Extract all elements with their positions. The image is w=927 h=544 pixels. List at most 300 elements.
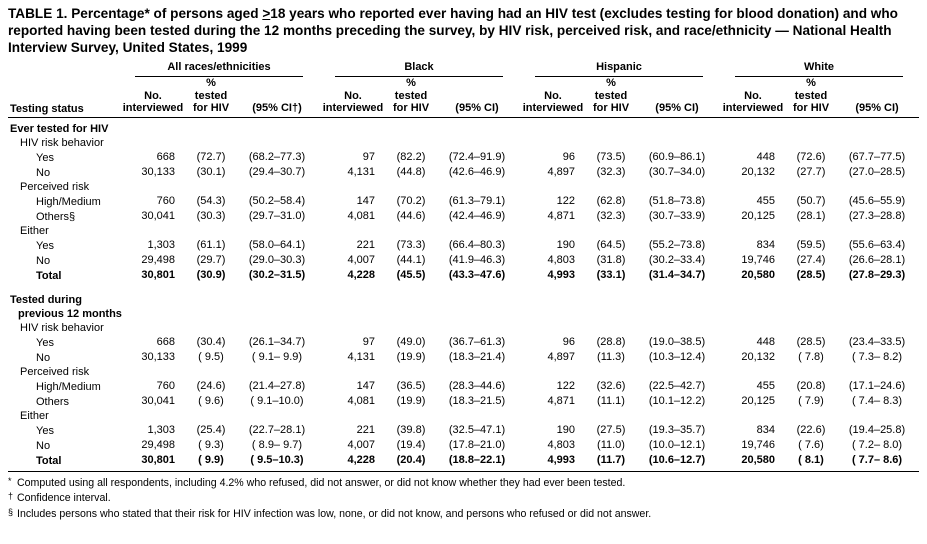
cell-pct-tested: (11.1) xyxy=(597,394,625,407)
row-label: No xyxy=(36,439,51,452)
cell-pct-tested: (70.2) xyxy=(396,194,426,207)
cell-no-interviewed xyxy=(319,117,387,136)
cell-no-interviewed: 30,801 xyxy=(141,268,175,281)
cell-no-interviewed xyxy=(319,293,387,321)
cell-pct-tested xyxy=(387,180,435,194)
cell-no-interviewed: 448 xyxy=(756,150,775,163)
footnote-text: Confidence interval. xyxy=(17,492,111,504)
cell-pct-tested: (19.9) xyxy=(396,350,426,363)
row-label: No xyxy=(36,351,51,364)
cell-pct-tested xyxy=(587,136,635,150)
col-header-ci: (95% CI) xyxy=(435,77,519,117)
cell-no-interviewed xyxy=(319,224,387,238)
table-row xyxy=(8,293,919,321)
cell-no-interviewed xyxy=(519,365,587,379)
footnote-marker: † xyxy=(8,491,14,501)
cell-ci: (10.6–12.7) xyxy=(635,453,719,472)
cell-no-interviewed: 20,132 xyxy=(741,350,775,363)
cell-pct-tested: (33.1) xyxy=(596,268,626,281)
cell-pct-tested xyxy=(187,321,235,335)
cell-ci: ( 7.2– 8.0) xyxy=(851,438,903,451)
cell-pct-tested: (32.3) xyxy=(596,209,626,222)
cell-ci: (28.3–44.6) xyxy=(448,379,506,392)
cell-ci: (30.2–33.4) xyxy=(648,253,706,266)
footnote xyxy=(8,506,919,522)
cell-ci xyxy=(835,409,919,423)
footnote-text: Includes persons who stated that their risk for HIV infection was low, none, or did not know, and persons who refused or did not answer. xyxy=(17,507,652,520)
cell-no-interviewed xyxy=(319,365,387,379)
group-white: White xyxy=(719,61,919,77)
cell-pct-tested: (44.6) xyxy=(396,209,426,222)
cell-no-interviewed: 4,871 xyxy=(547,394,575,407)
cell-ci xyxy=(635,293,719,321)
cell-ci: (10.1–12.2) xyxy=(648,394,706,407)
cell-ci: (26.1–34.7) xyxy=(248,335,306,348)
cell-pct-tested xyxy=(587,409,635,423)
cell-ci xyxy=(435,365,519,379)
cell-ci: (50.2–58.4) xyxy=(248,194,306,207)
cell-no-interviewed xyxy=(719,293,787,321)
cell-ci: (19.4–25.8) xyxy=(848,423,906,436)
cell-no-interviewed: 20,580 xyxy=(719,453,787,472)
cell-ci xyxy=(235,117,319,136)
cell-pct-tested: (36.5) xyxy=(396,379,426,392)
cell-pct-tested: (19.9) xyxy=(396,394,426,407)
table-row xyxy=(8,394,919,409)
cell-no-interviewed: 455 xyxy=(756,379,775,392)
section-spacer xyxy=(8,283,919,293)
cell-pct-tested: (11.3) xyxy=(597,350,625,363)
cell-ci: ( 7.3– 8.2) xyxy=(851,350,903,363)
cell-pct-tested xyxy=(387,136,435,150)
cell-pct-tested xyxy=(787,321,835,335)
cell-pct-tested: ( 7.6) xyxy=(798,438,824,451)
cell-ci: (61.3–79.1) xyxy=(448,194,506,207)
cell-no-interviewed: 147 xyxy=(356,379,375,392)
footnotes xyxy=(8,475,919,522)
greater-equal-symbol: > xyxy=(262,6,271,21)
cell-no-interviewed: 221 xyxy=(356,238,375,251)
cell-ci xyxy=(835,136,919,150)
cell-pct-tested: (73.3) xyxy=(396,238,426,251)
row-label: Yes xyxy=(36,336,54,349)
cell-pct-tested xyxy=(587,117,635,136)
cell-pct-tested xyxy=(587,224,635,238)
cell-no-interviewed: 4,871 xyxy=(547,209,575,222)
cell-pct-tested: (30.4) xyxy=(196,335,226,348)
cell-no-interviewed: 4,081 xyxy=(347,209,375,222)
cell-no-interviewed: 4,228 xyxy=(347,268,375,281)
cell-ci xyxy=(235,180,319,194)
cell-pct-tested: (30.9) xyxy=(196,268,226,281)
cell-pct-tested xyxy=(587,293,635,321)
cell-ci: (42.6–46.9) xyxy=(448,165,506,178)
cell-pct-tested: (39.8) xyxy=(396,423,426,436)
col-header-no-interviewed: No. interviewed xyxy=(719,77,787,117)
cell-no-interviewed: 668 xyxy=(156,335,175,348)
cell-pct-tested: (27.5) xyxy=(596,423,626,436)
cell-pct-tested: ( 7.8) xyxy=(798,350,824,363)
cell-no-interviewed xyxy=(319,180,387,194)
cell-ci xyxy=(835,321,919,335)
cell-no-interviewed: 29,498 xyxy=(141,253,175,266)
data-table xyxy=(8,61,919,472)
cell-ci: (18.8–22.1) xyxy=(435,453,519,472)
cell-pct-tested: (72.7) xyxy=(196,150,226,163)
cell-pct-tested xyxy=(187,180,235,194)
cell-no-interviewed: 20,125 xyxy=(741,209,775,222)
cell-no-interviewed: 147 xyxy=(356,194,375,207)
cell-no-interviewed xyxy=(119,365,187,379)
cell-no-interviewed: 30,041 xyxy=(141,209,175,222)
table-row xyxy=(8,365,919,379)
cell-no-interviewed: 4,803 xyxy=(547,253,575,266)
cell-no-interviewed: 30,041 xyxy=(141,394,175,407)
row-label: Yes xyxy=(36,424,54,437)
cell-pct-tested xyxy=(787,224,835,238)
cell-ci: (23.4–33.5) xyxy=(848,335,906,348)
row-label: Yes xyxy=(36,239,54,252)
group-header-spacer xyxy=(8,61,119,77)
cell-no-interviewed: 4,228 xyxy=(319,453,387,472)
cell-pct-tested: (11.0) xyxy=(597,438,625,451)
cell-no-interviewed xyxy=(119,409,187,423)
cell-no-interviewed: 221 xyxy=(356,423,375,436)
cell-pct-tested xyxy=(187,136,235,150)
cell-no-interviewed xyxy=(719,117,787,136)
cell-no-interviewed: 760 xyxy=(156,194,175,207)
cell-ci: ( 7.4– 8.3) xyxy=(851,394,903,407)
cell-ci: (30.7–33.9) xyxy=(648,209,706,222)
cell-pct-tested: (50.7) xyxy=(796,194,826,207)
cell-pct-tested: (30.1) xyxy=(196,165,226,178)
cell-no-interviewed xyxy=(119,117,187,136)
cell-ci xyxy=(435,224,519,238)
row-label: Total xyxy=(36,269,62,282)
cell-pct-tested: (24.6) xyxy=(196,379,226,392)
row-label: Ever tested for HIV xyxy=(10,122,109,135)
cell-no-interviewed: 4,993 xyxy=(519,453,587,472)
cell-no-interviewed: 30,801 xyxy=(119,453,187,472)
cell-pct-tested: ( 8.1) xyxy=(787,453,835,472)
cell-ci: (29.4–30.7) xyxy=(248,165,306,178)
cell-no-interviewed xyxy=(319,409,387,423)
cell-ci: (29.0–30.3) xyxy=(248,253,306,266)
col-header-ci: (95% CI†) xyxy=(235,77,319,117)
col-header-no-interviewed: No. interviewed xyxy=(119,77,187,117)
cell-no-interviewed: 20,125 xyxy=(741,394,775,407)
cell-pct-tested: (29.7) xyxy=(196,253,226,266)
group-hispanic: Hispanic xyxy=(519,61,719,77)
table-row xyxy=(8,224,919,238)
cell-ci: (42.4–46.9) xyxy=(448,209,506,222)
cell-ci: ( 8.9– 9.7) xyxy=(251,438,303,451)
cell-ci: (27.0–28.5) xyxy=(848,165,906,178)
cell-no-interviewed: 668 xyxy=(156,150,175,163)
cell-ci: (29.7–31.0) xyxy=(248,209,306,222)
table-row xyxy=(8,379,919,394)
cell-no-interviewed: 20,132 xyxy=(741,165,775,178)
cell-ci: ( 9.1–10.0) xyxy=(250,394,304,407)
cell-pct-tested: (73.5) xyxy=(596,150,626,163)
cell-no-interviewed: 96 xyxy=(562,150,575,163)
table-row xyxy=(8,350,919,365)
cell-ci: (18.3–21.4) xyxy=(448,350,506,363)
row-label: Others xyxy=(36,395,70,408)
cell-no-interviewed: 4,081 xyxy=(347,394,375,407)
cell-pct-tested: ( 9.3) xyxy=(198,438,224,451)
cell-ci: (36.7–61.3) xyxy=(448,335,506,348)
cell-pct-tested xyxy=(387,224,435,238)
cell-ci xyxy=(635,224,719,238)
cell-ci: (68.2–77.3) xyxy=(248,150,306,163)
cell-pct-tested: (64.5) xyxy=(596,238,626,251)
cell-no-interviewed: 20,580 xyxy=(741,268,775,281)
cell-no-interviewed xyxy=(319,136,387,150)
cell-ci xyxy=(435,409,519,423)
cell-no-interviewed: 4,993 xyxy=(547,268,575,281)
cell-pct-tested: (20.4) xyxy=(387,453,435,472)
cell-no-interviewed: 19,746 xyxy=(741,253,775,266)
cell-pct-tested: (32.6) xyxy=(596,379,626,392)
cell-pct-tested xyxy=(587,321,635,335)
cell-pct-tested xyxy=(187,224,235,238)
group-black: Black xyxy=(319,61,519,77)
cell-pct-tested xyxy=(787,117,835,136)
cell-no-interviewed: 834 xyxy=(756,423,775,436)
cell-ci: (51.8–73.8) xyxy=(648,194,706,207)
cell-ci xyxy=(835,117,919,136)
cell-pct-tested: ( 9.9) xyxy=(187,453,235,472)
cell-no-interviewed: 760 xyxy=(156,379,175,392)
table-row xyxy=(8,165,919,180)
cell-no-interviewed: 190 xyxy=(556,238,575,251)
col-header-ci: (95% CI) xyxy=(635,77,719,117)
row-label: No xyxy=(36,166,51,179)
cell-pct-tested: (82.2) xyxy=(396,150,426,163)
cell-no-interviewed: 1,303 xyxy=(147,423,175,436)
cell-no-interviewed: 4,131 xyxy=(347,350,375,363)
cell-ci: ( 7.7– 8.6) xyxy=(835,453,919,472)
table-row xyxy=(8,209,919,224)
cell-pct-tested: (54.3) xyxy=(196,194,226,207)
row-label: High/Medium xyxy=(36,380,101,393)
table-row xyxy=(8,117,919,136)
cell-no-interviewed xyxy=(519,224,587,238)
table-title xyxy=(8,5,919,56)
cell-pct-tested xyxy=(587,365,635,379)
cell-pct-tested xyxy=(187,365,235,379)
cell-pct-tested: (28.5) xyxy=(796,335,826,348)
cell-no-interviewed: 96 xyxy=(562,335,575,348)
cell-ci: (10.3–12.4) xyxy=(648,350,706,363)
table-row xyxy=(8,453,919,472)
cell-no-interviewed: 19,746 xyxy=(741,438,775,451)
cell-ci: (17.1–24.6) xyxy=(848,379,906,392)
footnote xyxy=(8,490,919,506)
cell-pct-tested: (28.5) xyxy=(796,268,826,281)
cell-no-interviewed: 190 xyxy=(556,423,575,436)
title-pre: TABLE 1. Percentage* of persons aged xyxy=(8,6,263,21)
table-row xyxy=(8,180,919,194)
cell-no-interviewed: 4,131 xyxy=(347,165,375,178)
cell-pct-tested: (28.8) xyxy=(596,335,626,348)
group-header-row xyxy=(8,61,919,77)
cell-no-interviewed xyxy=(319,321,387,335)
cell-ci: ( 9.1– 9.9) xyxy=(251,350,303,363)
cell-pct-tested: ( 9.6) xyxy=(198,394,224,407)
cell-ci: (66.4–80.3) xyxy=(448,238,506,251)
cell-no-interviewed: 1,303 xyxy=(147,238,175,251)
cell-pct-tested: (44.1) xyxy=(396,253,426,266)
row-label: No xyxy=(36,254,51,267)
cell-ci: (17.8–21.0) xyxy=(448,438,506,451)
cell-no-interviewed: 4,007 xyxy=(347,253,375,266)
cell-no-interviewed xyxy=(519,136,587,150)
row-label: Perceived risk xyxy=(20,365,90,378)
cell-pct-tested: (31.8) xyxy=(596,253,626,266)
cell-no-interviewed xyxy=(519,409,587,423)
cell-no-interviewed xyxy=(519,293,587,321)
cell-pct-tested: (49.0) xyxy=(396,335,426,348)
cell-no-interviewed: 30,133 xyxy=(141,165,175,178)
row-label: Yes xyxy=(36,151,54,164)
col-header-pct-tested: % tested for HIV xyxy=(587,77,635,117)
cell-ci: (22.5–42.7) xyxy=(648,379,706,392)
cell-ci xyxy=(235,224,319,238)
cell-pct-tested: (32.3) xyxy=(596,165,626,178)
cell-no-interviewed xyxy=(519,117,587,136)
cell-pct-tested xyxy=(387,293,435,321)
cell-pct-tested: (45.5) xyxy=(396,268,426,281)
cell-ci: (30.7–34.0) xyxy=(648,165,706,178)
cell-pct-tested xyxy=(787,365,835,379)
cell-pct-tested xyxy=(187,117,235,136)
cell-pct-tested xyxy=(387,321,435,335)
cell-pct-tested: (25.4) xyxy=(196,423,226,436)
col-header-pct-tested: % tested for HIV xyxy=(787,77,835,117)
row-label: Either xyxy=(20,224,49,237)
table-row xyxy=(8,194,919,209)
cell-no-interviewed: 29,498 xyxy=(141,438,175,451)
cell-pct-tested: (20.8) xyxy=(796,379,826,392)
cell-pct-tested: (22.6) xyxy=(796,423,826,436)
cell-pct-tested xyxy=(787,136,835,150)
cell-ci xyxy=(635,409,719,423)
cell-pct-tested xyxy=(587,180,635,194)
cell-pct-tested xyxy=(387,365,435,379)
cell-ci: (31.4–34.7) xyxy=(648,268,706,281)
cell-pct-tested: ( 7.9) xyxy=(798,394,824,407)
cell-ci: (18.3–21.5) xyxy=(448,394,506,407)
cell-ci: ( 9.5–10.3) xyxy=(235,453,319,472)
cell-pct-tested: (61.1) xyxy=(196,238,226,251)
cell-no-interviewed: 97 xyxy=(362,150,375,163)
table-row xyxy=(8,438,919,453)
row-label: High/Medium xyxy=(36,195,101,208)
table-row xyxy=(8,268,919,283)
cell-no-interviewed: 448 xyxy=(756,335,775,348)
cell-no-interviewed: 4,897 xyxy=(547,350,575,363)
cell-no-interviewed xyxy=(719,136,787,150)
cell-ci xyxy=(435,180,519,194)
table-body xyxy=(8,117,919,471)
row-label: Others§ xyxy=(36,210,76,223)
cell-no-interviewed: 4,897 xyxy=(547,165,575,178)
cell-no-interviewed xyxy=(119,180,187,194)
cell-no-interviewed: 97 xyxy=(362,335,375,348)
cell-ci xyxy=(435,321,519,335)
cell-ci xyxy=(835,180,919,194)
table-row xyxy=(8,253,919,268)
cell-ci: (32.5–47.1) xyxy=(448,423,506,436)
col-header-no-interviewed: No. interviewed xyxy=(519,77,587,117)
cell-pct-tested: (27.7) xyxy=(796,165,826,178)
table-row xyxy=(8,136,919,150)
cell-ci: (27.8–29.3) xyxy=(848,268,906,281)
cell-no-interviewed xyxy=(119,224,187,238)
cell-ci: (10.0–12.1) xyxy=(648,438,706,451)
cell-ci: (55.6–63.4) xyxy=(848,238,906,251)
cell-no-interviewed xyxy=(119,136,187,150)
footnote-marker: § xyxy=(8,506,14,517)
cell-pct-tested: (72.6) xyxy=(796,150,826,163)
cell-ci: (27.3–28.8) xyxy=(848,209,906,222)
cell-pct-tested xyxy=(387,117,435,136)
cell-no-interviewed: 834 xyxy=(756,238,775,251)
cell-pct-tested xyxy=(787,409,835,423)
cell-pct-tested: (19.4) xyxy=(396,438,426,451)
footnote xyxy=(8,475,919,491)
cell-ci: (41.9–46.3) xyxy=(448,253,506,266)
col-header-pct-tested: % tested for HIV xyxy=(387,77,435,117)
cell-ci xyxy=(235,321,319,335)
cell-ci: (22.7–28.1) xyxy=(248,423,306,436)
cell-ci xyxy=(835,293,919,321)
cell-ci xyxy=(635,365,719,379)
cell-ci xyxy=(635,136,719,150)
cell-no-interviewed: 122 xyxy=(556,194,575,207)
cell-ci: (67.7–77.5) xyxy=(848,150,906,163)
cell-no-interviewed xyxy=(719,224,787,238)
cell-ci xyxy=(635,321,719,335)
cell-ci: (58.0–64.1) xyxy=(248,238,306,251)
row-label: Tested during previous 12 months xyxy=(10,293,122,320)
column-header-row xyxy=(8,77,919,117)
cell-no-interviewed: 4,803 xyxy=(547,438,575,451)
cell-no-interviewed xyxy=(719,409,787,423)
cell-pct-tested xyxy=(187,409,235,423)
cell-pct-tested xyxy=(387,409,435,423)
cell-ci xyxy=(435,293,519,321)
testing-status-header: Testing status xyxy=(8,77,119,117)
cell-ci: (45.6–55.9) xyxy=(848,194,906,207)
cell-ci xyxy=(635,180,719,194)
cell-pct-tested xyxy=(787,293,835,321)
cell-ci: (26.6–28.1) xyxy=(848,253,906,266)
cell-ci: (60.9–86.1) xyxy=(648,150,706,163)
cell-ci: (21.4–27.8) xyxy=(248,379,306,392)
cell-no-interviewed xyxy=(719,365,787,379)
cell-ci xyxy=(435,136,519,150)
cell-ci xyxy=(235,409,319,423)
cell-no-interviewed xyxy=(519,321,587,335)
table-row xyxy=(8,335,919,350)
cell-no-interviewed: 4,007 xyxy=(347,438,375,451)
cell-no-interviewed xyxy=(719,180,787,194)
title-post: 18 years who reported ever having had an HIV test (excludes testing for blood donation) and who reported having been tested during the 12 months preceding the survey, by HIV risk, perceived risk, and race/ethnicity — National Health Interview Survey, United States, 1999 xyxy=(8,6,898,55)
row-label: HIV risk behavior xyxy=(20,136,104,149)
